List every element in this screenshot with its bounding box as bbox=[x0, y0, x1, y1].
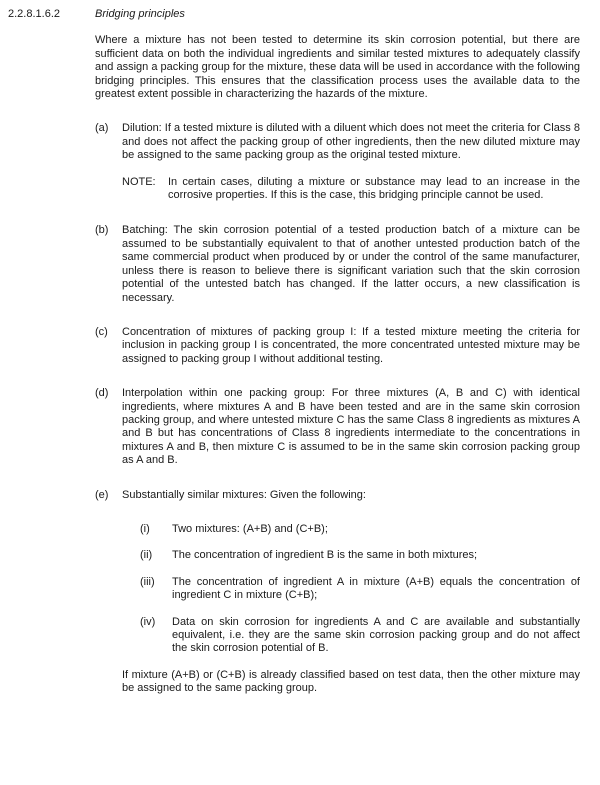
item-text: Dilution: If a tested mixture is diluted with a diluent which does not meet the criteria for Class 8 and does not affect the packing group of other ingredients, then the new diluted mixture may be assigned to the same packing group as the original tested mixture. bbox=[122, 122, 580, 162]
item-label: (a) bbox=[95, 122, 109, 135]
section-number: 2.2.8.1.6.2 bbox=[8, 8, 60, 20]
sub-item-text: Data on skin corrosion for ingredients A and C are available and substantially equivalent, i.e. they are the same skin corrosion packing group and do not affect the skin corrosion potential of B. bbox=[172, 615, 580, 655]
item-label: (e) bbox=[95, 488, 109, 501]
item-text: Interpolation within one packing group: For three mixtures (A, B and C) with identical ingredients, where mixtures A and B have been tested and are in the same skin corrosion packing group, and where untested mixture C has the same Class 8 ingredients as mixtures A and B but has concentrations of Class 8 ingredients intermediate to the concentrations in mixtures A and B, then mixture C is assumed to be in the same skin corrosion packing group as A and B. bbox=[122, 387, 580, 467]
list-item-a bbox=[95, 122, 580, 162]
closing-paragraph: If mixture (A+B) or (C+B) is already classified based on test data, then the other mixture may be assigned to the same packing group. bbox=[122, 668, 580, 695]
sub-item-label: (iv) bbox=[140, 615, 156, 628]
intro-paragraph: Where a mixture has not been tested to determine its skin corrosion potential, but there are sufficient data on both the individual ingredients and similar tested mixtures to adequately classify and assign a packing group for the mixture, these data will be used in accordance with the following bridging principles. This ensures that the classification process uses the available data to the greatest extent possible in characterizing the hazards of the mixture. bbox=[95, 34, 580, 101]
item-label: (d) bbox=[95, 387, 109, 400]
section-heading bbox=[8, 8, 580, 21]
sub-item-text: Two mixtures: (A+B) and (C+B); bbox=[172, 522, 328, 535]
sub-item-label: (i) bbox=[140, 522, 150, 535]
sub-item-text: The concentration of ingredient A in mixture (A+B) equals the concentration of ingredient C in mixture (C+B); bbox=[172, 575, 580, 602]
sub-item-label: (iii) bbox=[140, 575, 155, 588]
sub-list-item-iv bbox=[140, 616, 580, 656]
note-text: In certain cases, diluting a mixture or substance may lead to an increase in the corrosive properties. If this is the case, this bridging principle cannot be used. bbox=[168, 175, 580, 202]
section-title: Bridging principles bbox=[95, 8, 185, 20]
sub-list-item-i bbox=[140, 523, 580, 536]
list-item-e bbox=[95, 489, 580, 502]
list-item-d bbox=[95, 387, 580, 467]
item-text: Concentration of mixtures of packing group I: If a tested mixture meeting the criteria for inclusion in packing group I is concentrated, the more concentrated untested mixture may be assigned to packing group I without additional testing. bbox=[122, 325, 580, 365]
list-item-b bbox=[95, 224, 580, 304]
sub-list-item-ii bbox=[140, 549, 580, 562]
item-label: (b) bbox=[95, 224, 109, 237]
document-body bbox=[95, 34, 580, 695]
item-label: (c) bbox=[95, 325, 108, 338]
note-block bbox=[122, 176, 580, 203]
sub-item-text: The concentration of ingredient B is the same in both mixtures; bbox=[172, 549, 478, 562]
item-text: Batching: The skin corrosion potential of a tested production batch of a mixture can be assumed to be substantially equivalent to that of another untested production batch of the same commercial product when produced by or under the control of the same manufacturer, unless there is reason to believe there is significant variation such that the skin corrosion potential of the untested batch has changed. If the latter occurs, a new classification is necessary. bbox=[122, 224, 580, 304]
sub-list-item-iii bbox=[140, 576, 580, 603]
item-text: Substantially similar mixtures: Given the following: bbox=[122, 488, 366, 501]
sub-item-label: (ii) bbox=[140, 549, 153, 562]
note-label: NOTE: bbox=[122, 175, 156, 188]
list-item-c bbox=[95, 326, 580, 366]
